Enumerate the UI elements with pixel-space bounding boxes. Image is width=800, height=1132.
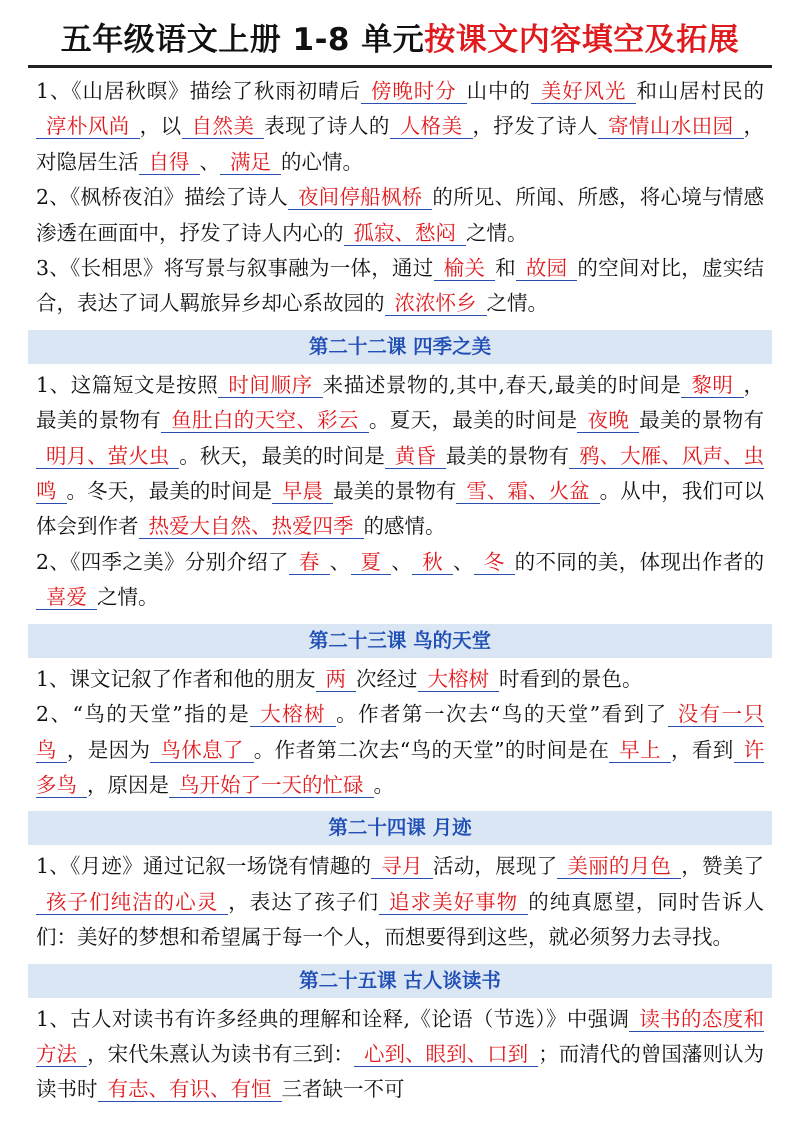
answer-blank: 大榕树 bbox=[418, 667, 500, 692]
prompt-text: 1、《月迹》通过记叙一场饶有情趣的 bbox=[36, 854, 372, 879]
prompt-text: 2、《枫桥夜泊》描绘了诗人 bbox=[36, 185, 288, 210]
prompt-text: 。夏天，最美的时间是 bbox=[368, 408, 578, 433]
prompt-text: 山中的 bbox=[466, 79, 531, 103]
prompt-text: 次经过 bbox=[356, 666, 418, 691]
prompt-text: 之情。 bbox=[486, 291, 548, 316]
prompt-text: 之情。 bbox=[97, 585, 159, 610]
answer-blank: 鱼肚白的天空、彩云 bbox=[161, 408, 369, 433]
prompt-text: 来描述景物的,其中,春天,最美的时间是 bbox=[322, 372, 682, 397]
prompt-text: 1、古人对读书有许多经典的理解和诠释,《论语（节选）》中强调 bbox=[36, 1006, 630, 1031]
answer-blank: 美好风光 bbox=[531, 79, 637, 104]
prompt-text: 1、《山居秋暝》描绘了秋雨初晴后 bbox=[36, 79, 361, 103]
title-black: 五年级语文上册 1-8 单元 bbox=[60, 22, 425, 58]
prompt-text: 、 bbox=[329, 549, 351, 574]
section-heading-25: 第二十五课 古人谈读书 bbox=[28, 964, 772, 998]
poem-paragraph-1 bbox=[36, 74, 764, 180]
answer-blank: 大榕树 bbox=[250, 702, 336, 727]
prompt-text: 的不同的美，体现出作者的 bbox=[514, 549, 765, 574]
answer-blank: 明月、萤火虫 bbox=[36, 444, 179, 469]
section-heading-24: 第二十四课 月迹 bbox=[28, 811, 772, 845]
prompt-text: 最美的景物有 bbox=[445, 443, 570, 468]
lesson25-paragraph-1 bbox=[36, 1002, 764, 1108]
answer-blank: 早上 bbox=[609, 738, 671, 763]
prompt-text: 。作者第一次去“鸟的天堂”看到了 bbox=[336, 702, 668, 727]
answer-blank: 两 bbox=[316, 667, 357, 692]
answer-blank: 没有一只鸟 bbox=[36, 702, 765, 762]
answer-blank: 自然美 bbox=[182, 114, 265, 139]
answer-blank: 傍晚时分 bbox=[361, 79, 467, 104]
prompt-text: 。从中，我们可以体会到作者 bbox=[36, 479, 764, 539]
prompt-text: 。冬天，最美的时间是 bbox=[66, 479, 273, 504]
prompt-text: 最美的景物有 bbox=[639, 408, 764, 433]
prompt-text: 、 bbox=[453, 549, 474, 574]
prompt-text: ，宋代朱熹认为读书有三到： bbox=[87, 1041, 354, 1066]
section-heading-22: 第二十二课 四季之美 bbox=[28, 330, 772, 364]
prompt-text: ，表达了孩子们 bbox=[228, 889, 379, 914]
answer-blank: 鸟休息了 bbox=[150, 738, 253, 763]
answer-blank: 追求美好事物 bbox=[379, 890, 528, 915]
prompt-text: 三者缺一不可 bbox=[281, 1077, 405, 1102]
answer-blank: 夜间停船枫桥 bbox=[288, 185, 432, 210]
answer-blank: 自得 bbox=[139, 150, 200, 175]
answer-blank: 孩子们纯洁的心灵 bbox=[36, 890, 228, 915]
answer-blank: 黄昏 bbox=[385, 444, 446, 469]
prompt-text: ，是因为 bbox=[66, 737, 151, 762]
prompt-text: 3、《长相思》将写景与叙事融为一体，通过 bbox=[36, 256, 434, 281]
answer-blank: 夜晚 bbox=[577, 408, 639, 433]
prompt-text: 最美的景物有 bbox=[333, 479, 457, 504]
prompt-text: 1、这篇短文是按照 bbox=[36, 372, 219, 397]
prompt-text: 之情。 bbox=[466, 220, 528, 245]
title-red: 按课文内容填空及拓展 bbox=[424, 22, 740, 58]
answer-blank: 时间顺序 bbox=[218, 373, 322, 398]
prompt-text: 的所见、所闻、所感，将心境与情感渗透在画面中，抒发了诗人内心的 bbox=[36, 185, 765, 245]
lesson22-paragraph-2 bbox=[36, 545, 764, 616]
answer-blank: 寄情山水田园 bbox=[598, 114, 744, 139]
answer-blank: 许多鸟 bbox=[36, 737, 765, 797]
answer-blank: 孤寂、愁闷 bbox=[344, 221, 467, 246]
answer-blank: 寻月 bbox=[371, 854, 433, 879]
prompt-text: 和 bbox=[495, 256, 516, 281]
prompt-text: 。 bbox=[373, 772, 394, 797]
page-title bbox=[28, 14, 772, 68]
answer-blank: 秋 bbox=[412, 550, 453, 575]
section-heading-23: 第二十三课 鸟的天堂 bbox=[28, 624, 772, 658]
answer-blank: 榆关 bbox=[434, 256, 496, 281]
answer-blank: 喜爱 bbox=[36, 585, 97, 610]
answer-blank: 淳朴风尚 bbox=[36, 114, 140, 139]
prompt-text: 的心情。 bbox=[281, 149, 363, 174]
prompt-text: 、 bbox=[391, 549, 413, 574]
answer-blank: 人格美 bbox=[390, 114, 473, 139]
answer-blank: 早晨 bbox=[272, 479, 333, 504]
prompt-text: ，最美的景物有 bbox=[36, 372, 764, 433]
answer-blank: 美丽的月色 bbox=[557, 854, 681, 879]
prompt-text: 。作者第二次去“鸟的天堂”的时间是在 bbox=[253, 737, 610, 762]
prompt-text: 的感情。 bbox=[363, 514, 446, 539]
prompt-text: ，抒发了诗人 bbox=[472, 114, 599, 139]
prompt-text: ，以 bbox=[139, 114, 182, 139]
prompt-text: 活动，展现了 bbox=[432, 854, 558, 879]
answer-blank: 读书的态度和方法 bbox=[36, 1006, 764, 1066]
prompt-text: ，看到 bbox=[670, 737, 734, 762]
poem-paragraph-2 bbox=[36, 180, 764, 251]
prompt-text: ，赞美了 bbox=[681, 854, 765, 879]
answer-blank: 夏 bbox=[351, 550, 392, 575]
prompt-text: 2、“鸟的天堂”指的是 bbox=[36, 702, 251, 727]
prompt-text: 1、课文记叙了作者和他的朋友 bbox=[36, 666, 316, 691]
prompt-text: 表现了诗人的 bbox=[264, 114, 390, 139]
prompt-text: ；而清代的曾国藩则认为读书时 bbox=[36, 1041, 765, 1102]
answer-blank: 雪、霜、火盆 bbox=[456, 479, 599, 504]
answer-blank: 热爱大自然、热爱四季 bbox=[139, 514, 364, 539]
answer-blank: 春 bbox=[289, 550, 330, 575]
answer-blank: 心到、眼到、口到 bbox=[354, 1042, 538, 1067]
answer-blank: 有志、有识、有恒 bbox=[98, 1077, 282, 1102]
prompt-text: ，原因是 bbox=[87, 772, 169, 797]
lesson24-paragraph-1 bbox=[36, 849, 764, 955]
prompt-text: 的空间对比，虚实结合，表达了词人羁旅异乡却心系故园的 bbox=[36, 256, 765, 316]
prompt-text: 时看到的景色。 bbox=[499, 666, 643, 691]
prompt-text: 。秋天，最美的时间是 bbox=[179, 443, 385, 468]
prompt-text: 和山居村民的 bbox=[636, 79, 765, 103]
lesson23-paragraph-2 bbox=[36, 697, 764, 803]
answer-blank: 浓浓怀乡 bbox=[385, 291, 487, 316]
answer-blank: 鸟开始了一天的忙碌 bbox=[169, 773, 374, 798]
answer-blank: 故园 bbox=[516, 256, 578, 281]
lesson22-paragraph-1 bbox=[36, 368, 764, 545]
answer-blank: 鸦、大雁、风声、虫鸣 bbox=[36, 443, 764, 504]
answer-blank: 满足 bbox=[220, 150, 281, 175]
prompt-text: 的纯真愿望，同时告诉人们：美好的梦想和希望属于每一个人，而想要得到这些，就必须努力去寻找。 bbox=[36, 889, 765, 950]
prompt-text: ，对隐居生活 bbox=[36, 114, 765, 174]
answer-blank: 冬 bbox=[474, 550, 515, 575]
prompt-text: 2、《四季之美》分别介绍了 bbox=[36, 549, 289, 574]
poem-paragraph-3 bbox=[36, 251, 764, 322]
prompt-text: 、 bbox=[199, 149, 220, 174]
answer-blank: 黎明 bbox=[681, 373, 743, 398]
lesson23-paragraph-1 bbox=[36, 662, 764, 697]
